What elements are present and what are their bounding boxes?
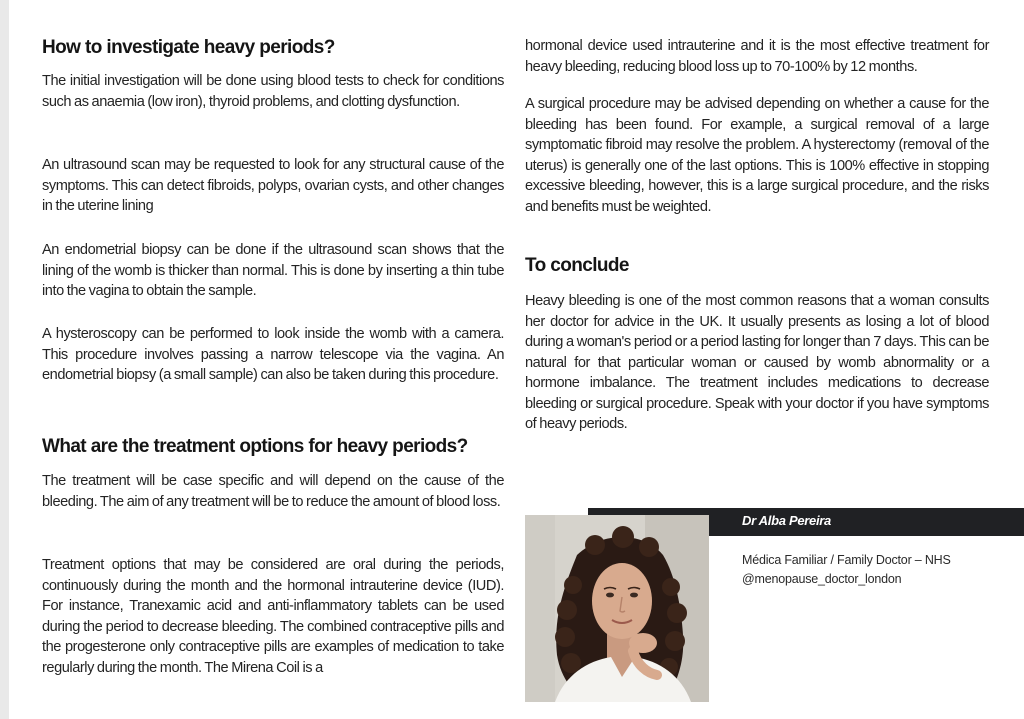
heading-investigate: How to investigate heavy periods? [42, 37, 335, 58]
paragraph-treatment-options: Treatment options that may be considered are oral during the periods, continuously during the month and the hormonal intrauterine device (IUD). For instance, Tranexamic acid and anti-inflammatory tablets can be used during the period to decrease bleeding. The combined contraceptive pills and the progesterone only contraceptive pills are examples of medication to take regularly during the month. The Mirena Coil is a [42, 557, 504, 676]
paragraph-conclusion: Heavy bleeding is one of the most common reasons that a woman consults her doctor for advice in the UK. It usually presents as losing a lot of blood during a woman's period or a period lasting for longer than 7 days. This can be natural for that particular woman or caused by womb abnormality or a hormone imbalance. The treatment includes medications to decrease bleeding or surgical procedure. Speak with your doctor if you have symptoms of heavy periods. [525, 293, 989, 432]
paragraph-treatment-specific: The treatment will be case specific and will depend on the cause of the bleeding. The aim of any treatment will be to reduce the amount of blood loss. [42, 473, 504, 510]
paragraph-hysteroscopy: A hysteroscopy can be performed to look inside the womb with a camera. This procedure involves passing a narrow telescope via the vagina. An endometrial biopsy (a small sample) can also be taken during this procedure. [42, 326, 504, 383]
paragraph-surgical: A surgical procedure may be advised depending on whether a cause for the bleeding has been found. For example, a surgical removal of a large symptomatic fibroid may resolve the problem. A hysterectomy (removal of the uterus) is generally one of the last options. This is 100% effective in stopping excessive bleeding, however, this is a large surgical procedure, and the risks and benefits must be weighted. [525, 96, 989, 215]
heading-conclude: To conclude [525, 255, 629, 276]
author-photo [525, 515, 709, 702]
paragraph-ultrasound: An ultrasound scan may be requested to look for any structural cause of the symptoms. This can detect fibroids, polyps, ovarian cysts, and other changes in the uterine lining [42, 157, 504, 214]
author-name: Dr Alba Pereira [742, 513, 831, 528]
heading-treatment-options: What are the treatment options for heavy periods? [42, 436, 468, 457]
author-portrait-illustration [525, 515, 709, 702]
page-gutter [0, 0, 9, 719]
paragraph-mirena: hormonal device used intrauterine and it is the most effective treatment for heavy bleeding, reducing blood loss up to 70-100% by 12 months. [525, 38, 989, 75]
paragraph-blood-tests: The initial investigation will be done using blood tests to check for conditions such as anaemia (low iron), thyroid problems, and clotting dysfunction. [42, 73, 504, 110]
paragraph-biopsy: An endometrial biopsy can be done if the ultrasound scan shows that the lining of the womb is thicker than normal. This is done by inserting a thin tube into the vagina to obtain the sample. [42, 242, 504, 299]
author-handle: @menopause_doctor_london [742, 572, 902, 586]
author-role: Médica Familiar / Family Doctor – NHS [742, 553, 951, 567]
